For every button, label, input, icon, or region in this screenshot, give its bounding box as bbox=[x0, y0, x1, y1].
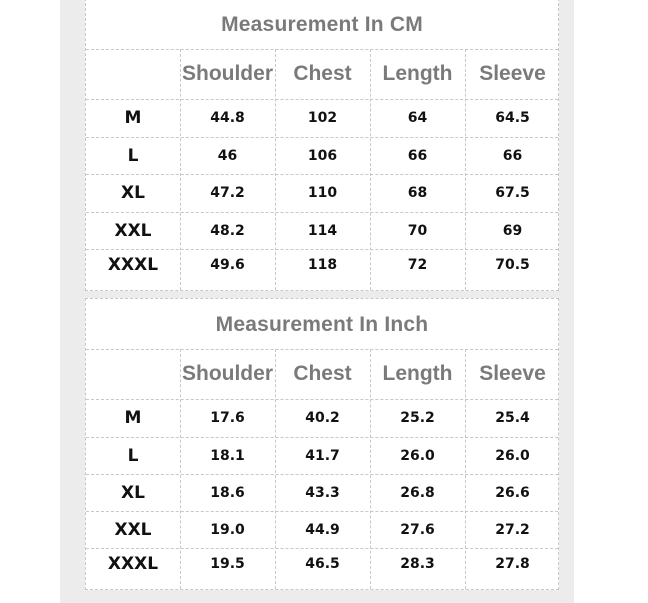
column-header-shoulder: Shoulder bbox=[181, 62, 273, 85]
column-header-chest: Chest bbox=[293, 62, 352, 85]
table-cell: 67.5 bbox=[495, 185, 530, 201]
table-cell: 68 bbox=[407, 185, 428, 201]
table-cell: 72 bbox=[407, 257, 428, 273]
table-cell: 69 bbox=[502, 222, 523, 239]
size-label: M bbox=[124, 408, 142, 428]
size-chart-inch bbox=[85, 298, 559, 590]
size-label: XL bbox=[121, 183, 145, 203]
table-cell: 64 bbox=[407, 110, 428, 126]
table-cell: 28.3 bbox=[400, 556, 435, 572]
table-cell: 46.5 bbox=[305, 556, 340, 572]
table-cell: 27.8 bbox=[495, 556, 530, 572]
table-cell: 44.8 bbox=[210, 110, 245, 126]
size-label: M bbox=[124, 108, 142, 128]
table-cell: 102 bbox=[307, 110, 338, 126]
table-cell: 49.6 bbox=[210, 257, 245, 273]
table-title: Measurement In CM bbox=[221, 13, 423, 36]
column-header-sleeve: Sleeve bbox=[479, 62, 546, 85]
size-label: XXXL bbox=[107, 554, 159, 574]
table-cell: 26.0 bbox=[495, 447, 530, 464]
table-cell: 48.2 bbox=[210, 222, 245, 239]
table-cell: 70 bbox=[407, 222, 428, 239]
table-cell: 64.5 bbox=[495, 110, 530, 126]
size-label: XXL bbox=[114, 220, 152, 241]
table-cell: 27.2 bbox=[495, 521, 530, 538]
table-cell: 18.1 bbox=[210, 447, 245, 464]
table-cell: 106 bbox=[307, 147, 338, 164]
table-cell: 43.3 bbox=[305, 484, 340, 501]
table-cell: 19.0 bbox=[210, 521, 245, 538]
column-header-shoulder: Shoulder bbox=[181, 362, 273, 385]
column-header-length: Length bbox=[382, 362, 453, 385]
size-chart-cm bbox=[85, 0, 559, 291]
table-cell: 66 bbox=[502, 147, 523, 164]
table-cell: 47.2 bbox=[210, 185, 245, 201]
size-label: L bbox=[127, 445, 139, 466]
table-cell: 46 bbox=[217, 147, 238, 164]
table-cell: 18.6 bbox=[210, 484, 245, 501]
size-label: L bbox=[127, 145, 139, 166]
table-cell: 19.5 bbox=[210, 556, 245, 572]
table-cell: 114 bbox=[307, 222, 338, 239]
size-label: XL bbox=[121, 482, 145, 503]
column-header-sleeve: Sleeve bbox=[479, 362, 546, 385]
column-header-length: Length bbox=[382, 62, 453, 85]
table-cell: 66 bbox=[407, 147, 428, 164]
table-cell: 27.6 bbox=[400, 521, 435, 538]
table-cell: 70.5 bbox=[495, 257, 530, 273]
table-cell: 110 bbox=[307, 185, 338, 201]
table-cell: 40.2 bbox=[305, 410, 340, 426]
table-cell: 26.0 bbox=[400, 447, 435, 464]
table-cell: 118 bbox=[307, 257, 338, 273]
table-cell: 25.2 bbox=[400, 410, 435, 426]
size-label: XXL bbox=[114, 519, 152, 540]
size-label: XXXL bbox=[107, 255, 159, 275]
table-cell: 26.8 bbox=[400, 484, 435, 501]
table-title: Measurement In Inch bbox=[215, 313, 429, 336]
table-cell: 41.7 bbox=[305, 447, 340, 464]
column-header-chest: Chest bbox=[293, 362, 352, 385]
table-cell: 26.6 bbox=[495, 484, 530, 501]
table-cell: 44.9 bbox=[305, 521, 340, 538]
table-cell: 25.4 bbox=[495, 410, 530, 426]
table-cell: 17.6 bbox=[210, 410, 245, 426]
